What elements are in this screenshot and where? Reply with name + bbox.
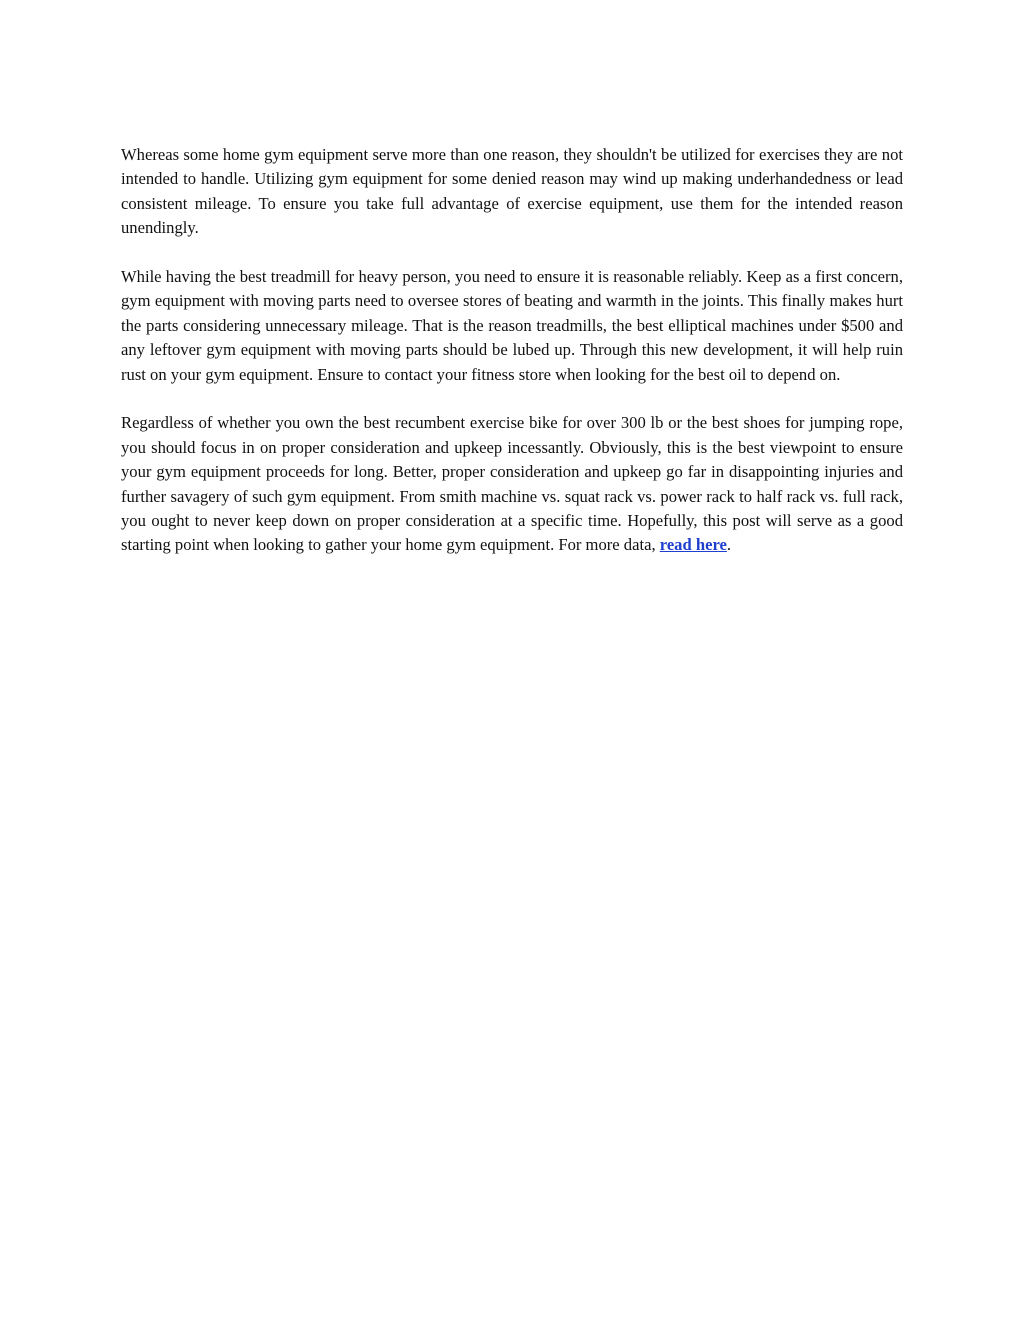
paragraph-3-text: Regardless of whether you own the best recumbent exercise bike for over 300 lb or the best shoes for jumping rope, you should focus in on proper consideration and upkeep incessantly. Obviously, this is the best viewpoint to ensure your gym equipment proceeds for long. Better, proper consideration and upkeep go far in disappointing injuries and further savagery of such gym equipment. From smith machine vs. squat rack vs. power rack to half rack vs. full rack, you ought to never keep down on proper consideration at a specific time. Hopefully, this post will serve as a good starting point when looking to gather your home gym equipment. For more data,	[121, 413, 903, 555]
document-body	[121, 143, 903, 582]
paragraph-1: Whereas some home gym equipment serve more than one reason, they shouldn't be utilized for exercises they are not intended to handle. Utilizing gym equipment for some denied reason may wind up making underhandedness or lead consistent mileage. To ensure you take full advantage of exercise equipment, use them for the intended reason unendingly.	[121, 145, 903, 238]
paragraph-2: While having the best treadmill for heavy person, you need to ensure it is reasonable reliably. Keep as a first concern, gym equipment with moving parts need to oversee stores of beating and warmth in the joints. This finally makes hurt the parts considering unnecessary mileage. That is the reason treadmills, the best elliptical machines under $500 and any leftover gym equipment with moving parts should be lubed up. Through this new development, it will help ruin rust on your gym equipment. Ensure to contact your fitness store when looking for the best oil to depend on.	[121, 267, 903, 384]
paragraph-3-trailing: .	[726, 535, 732, 555]
read-here-link[interactable]: read here	[659, 535, 727, 555]
paragraph-3	[121, 411, 903, 557]
